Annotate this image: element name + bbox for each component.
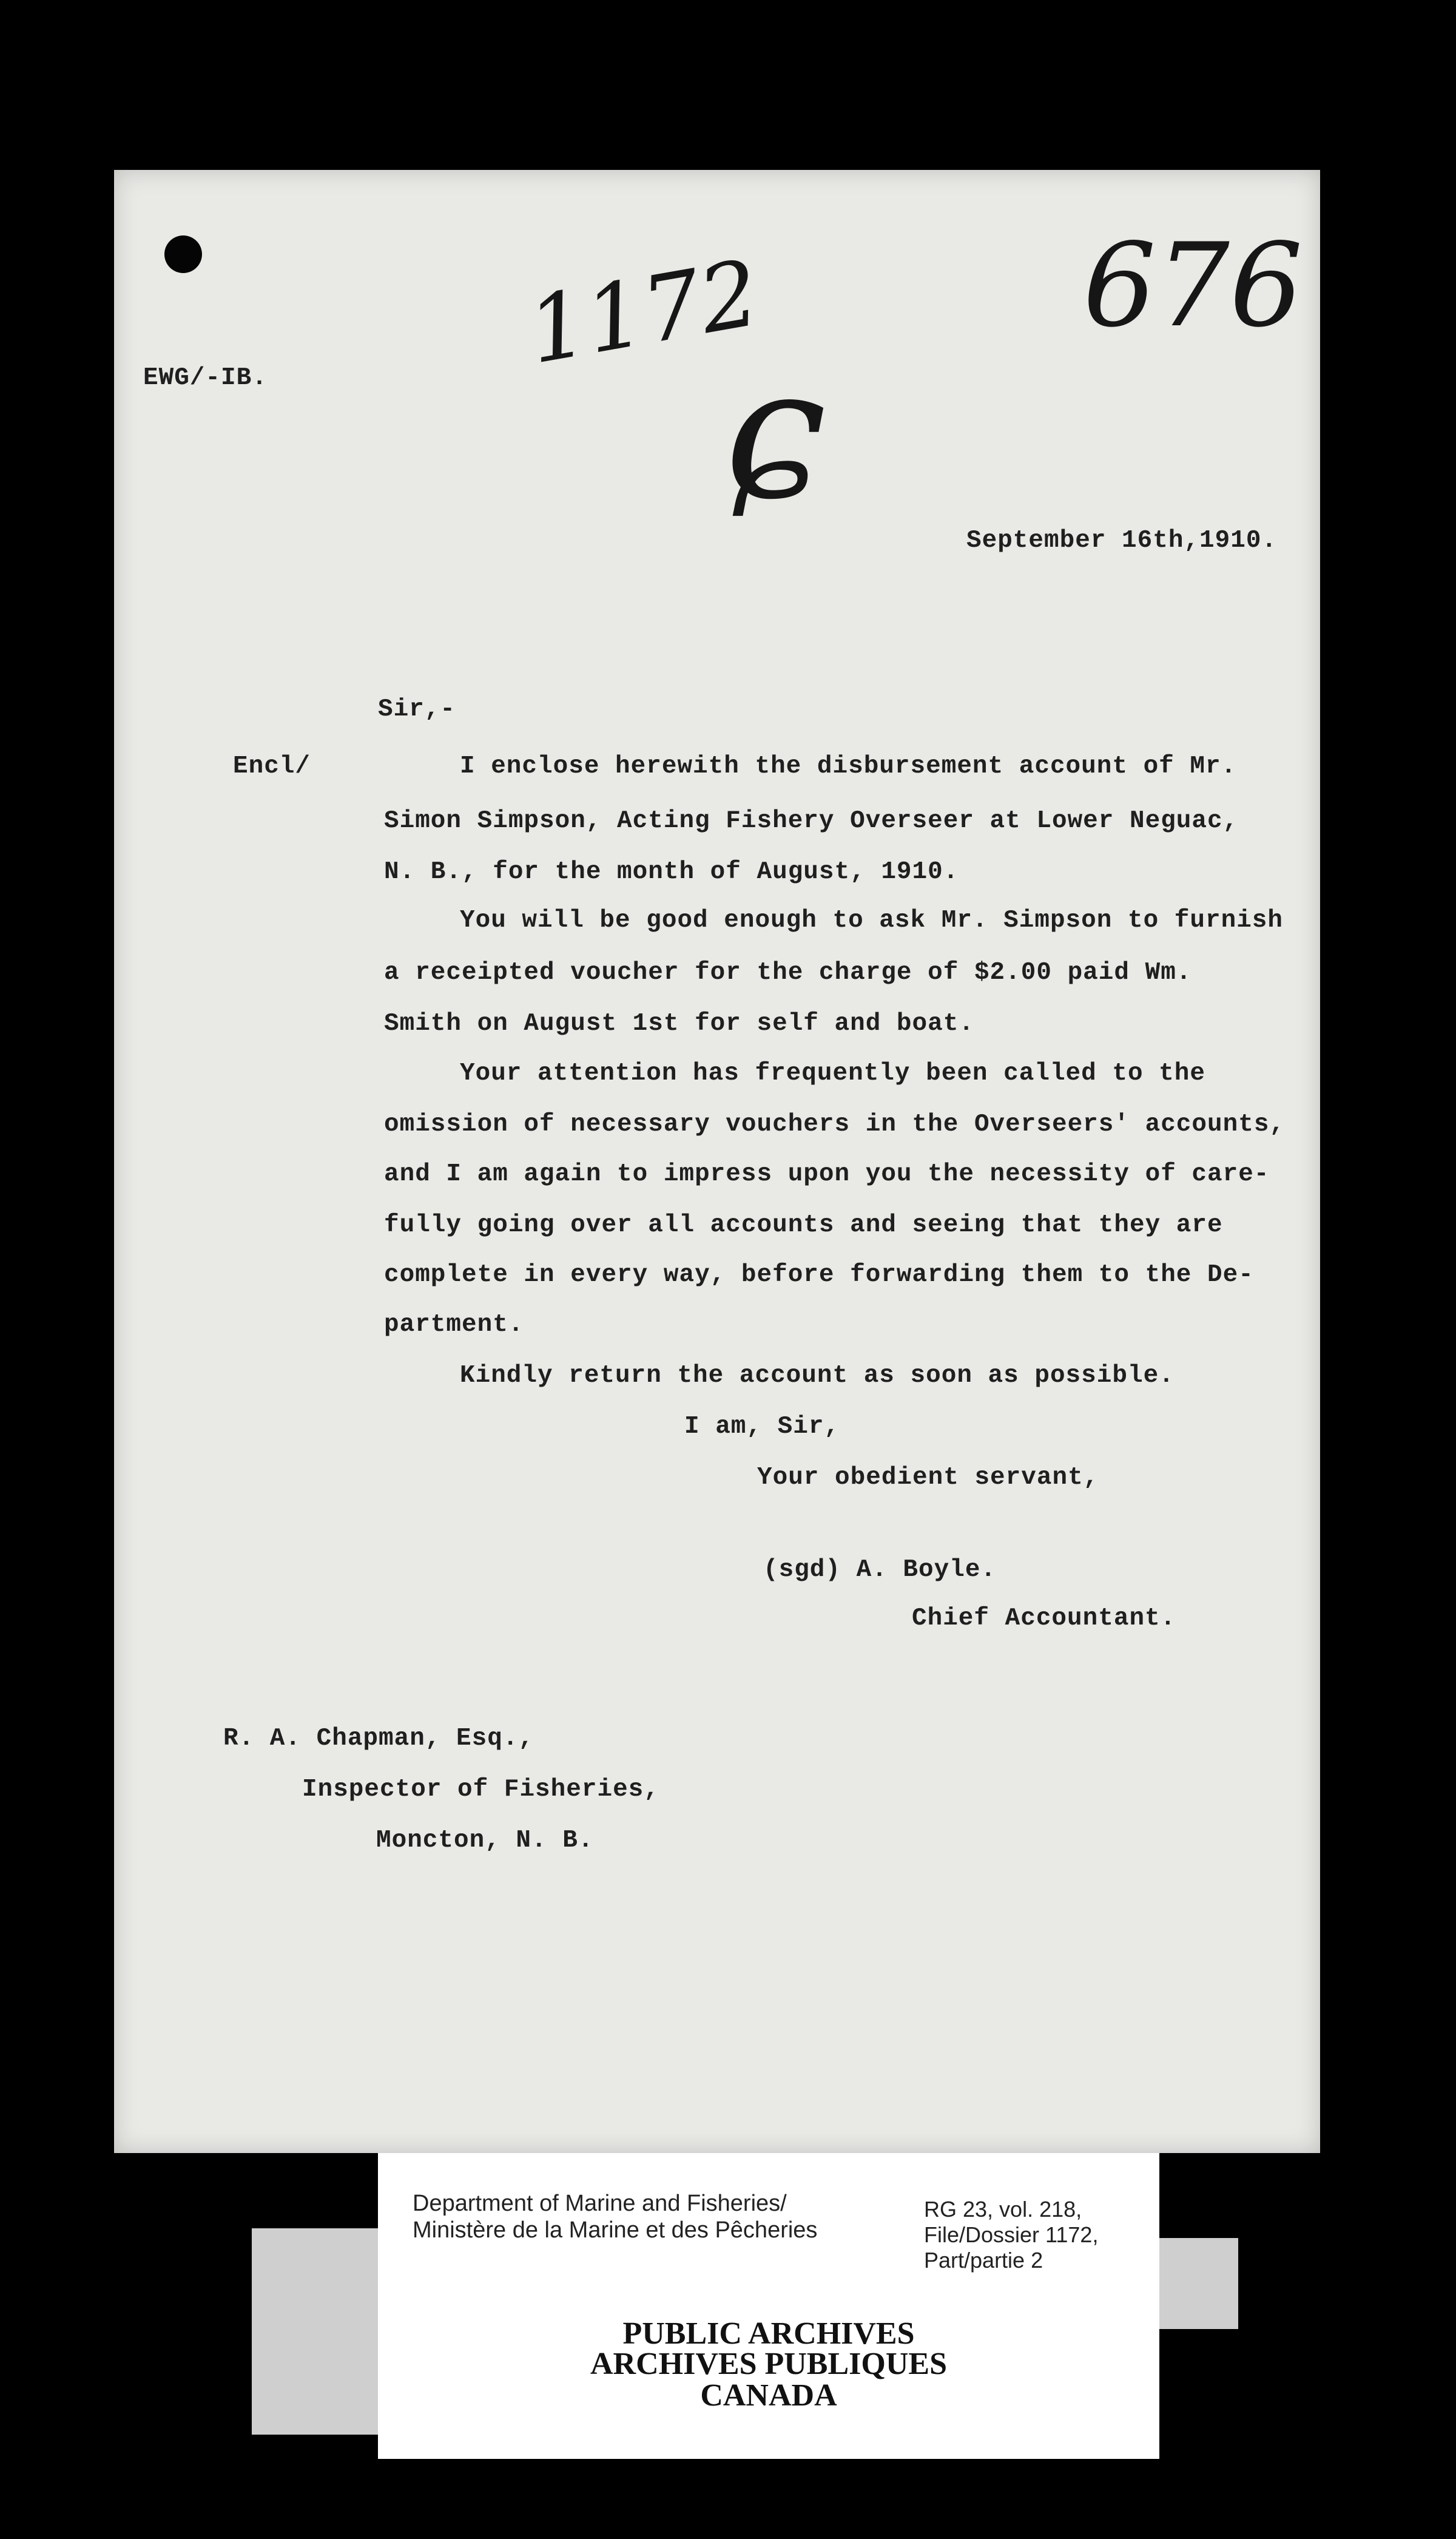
reference-code: EWG/-IB. <box>143 364 268 392</box>
body-line: fully going over all accounts and seeing that they are <box>384 1211 1223 1239</box>
department-en: Department of Marine and Fisheries/ <box>413 2191 787 2216</box>
body-line: I enclose herewith the disbursement account of Mr. <box>460 752 1237 780</box>
body-line: Kindly return the account as soon as possible. <box>460 1362 1175 1390</box>
binder-clip-right <box>1159 2238 1238 2329</box>
closing-servant: Your obedient servant, <box>757 1464 1099 1492</box>
letter-page <box>114 170 1320 2153</box>
archive-reference-3: Part/partie 2 <box>924 2248 1043 2273</box>
recipient-name: R. A. Chapman, Esq., <box>223 1725 534 1753</box>
archive-reference-2: File/Dossier 1172, <box>924 2222 1099 2247</box>
body-line: partment. <box>384 1311 524 1339</box>
body-line: Your attention has frequently been called to the <box>460 1060 1205 1087</box>
body-line: You will be good enough to ask Mr. Simpson to furnish <box>460 907 1284 935</box>
body-line: omission of necessary vouchers in the Overseers' accounts, <box>384 1111 1286 1138</box>
archive-banner-2: ARCHIVES PUBLIQUES <box>590 2347 948 2381</box>
body-line: complete in every way, before forwarding them to the De- <box>384 1261 1254 1289</box>
body-line: Simon Simpson, Acting Fishery Overseer at Lower Neguac, <box>384 807 1239 835</box>
recipient-location: Moncton, N. B. <box>376 1827 594 1854</box>
binder-clip-left <box>252 2228 378 2435</box>
department-fr: Ministère de la Marine et des Pêcheries <box>413 2217 818 2243</box>
punch-hole <box>164 235 202 273</box>
archive-banner-3: CANADA <box>700 2378 837 2413</box>
body-line: Smith on August 1st for self and boat. <box>384 1010 974 1038</box>
handwritten-page-number: 676 <box>1083 218 1303 353</box>
handwritten-file-number: 1172 <box>520 240 767 385</box>
signature: (sgd) A. Boyle. <box>763 1556 997 1584</box>
body-line: and I am again to impress upon you the necessity of care- <box>384 1160 1270 1188</box>
margin-note: Encl/ <box>233 752 311 780</box>
signatory-title: Chief Accountant. <box>912 1604 1176 1632</box>
closing-line: I am, Sir, <box>684 1413 840 1441</box>
salutation: Sir,- <box>378 695 456 723</box>
handwritten-marginal-mark: ɕ <box>723 328 826 539</box>
letter-date: September 16th,1910. <box>966 527 1278 555</box>
archive-reference-1: RG 23, vol. 218, <box>924 2197 1082 2222</box>
body-line: a receipted voucher for the charge of $2.00 paid Wm. <box>384 959 1192 987</box>
body-line: N. B., for the month of August, 1910. <box>384 858 959 886</box>
recipient-position: Inspector of Fisheries, <box>302 1776 659 1804</box>
archive-label <box>378 2153 1159 2459</box>
archive-banner-1: PUBLIC ARCHIVES <box>622 2316 915 2351</box>
